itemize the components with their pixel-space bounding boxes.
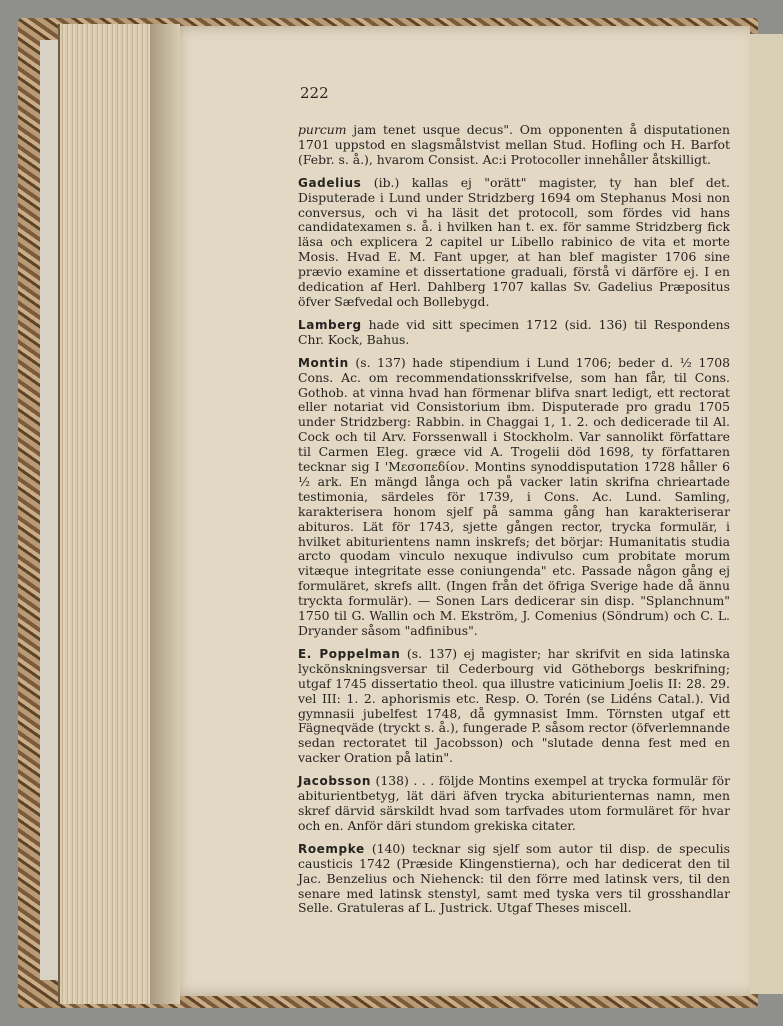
paragraph — [298, 842, 730, 917]
paragraph-lead: purcum — [298, 122, 347, 137]
page-gutter — [150, 24, 180, 1004]
paragraph-body: jam tenet usque decus". Om opponenten å disputationen 1701 uppstod en slagsmålstvist mellan Stud. Hofling och H. Barfot (Febr. s. å.), hvarom Consist. Ac:i Protocoller innehåller åtskilligt. — [298, 122, 730, 167]
paragraph — [298, 123, 730, 168]
paragraph-body: (138) . . . följde Montins exempel at trycka formulär för abiturientbetyg, lät däri äfven trycka abiturienternas namn, men skref därvid särskildt hvad som tarfvades utom formuläret för hvar och en. Anför däri stundom grekiska citater. — [298, 773, 730, 833]
paragraph-body: (s. 137) ej magister; har skrifvit en sida latinska lyckönskningsversar til Cederbourg vid Götheborgs beskrifning; utgaf 1745 dissertatio theol. qua illustre vaticinium Joelis II: 28. 29. vel III: 1. 2. aphorismis etc. Resp. O. Torén (se Lidéns Catal.). Vid gymnasii jubelfest 1748, då gymnasist Imm. Törnsten utgaf ett Fägneqväde (tryckt s. å.), fungerade P. såsom rector (öfverlemnande sedan rectoratet til Jacobsson) och "slutade denna fest med en vacker Oration på latin". — [298, 645, 731, 766]
paragraph — [298, 318, 730, 348]
paragraph — [298, 774, 730, 834]
paragraph-body: (ib.) kallas ej "orätt" magister, ty han blef det. Disputerade i Lund under Stridzberg 1694 om Stephanus Mosi non conversus, och vi ha läsit det protocoll, som fördes vid hans candidatexamen s. å. i hvilken han t. ex. för samme Stridzberg fick läsa och explicera 2 capitel ur Libello rabinico de vita et morte Mosis. Hvad E. M. Fant upger, at han blef magister 1706 sine prævio examine et dissertatione graduali, förstå vi därföre ej. I en dedication af Herl. Dahlberg 1707 kallas Sv. Gadelius Præpositus öfver Sæfvedal och Bollebygd. — [298, 174, 730, 309]
paragraph-heading: Gadelius — [298, 175, 362, 190]
page-number: 222 — [300, 84, 329, 102]
page-text — [298, 123, 730, 924]
paragraph — [298, 176, 730, 310]
paragraph — [298, 647, 730, 766]
paragraph-heading: Roempke — [298, 841, 365, 856]
paragraph-heading: Jacobsson — [298, 774, 371, 789]
cover-inner-edge — [40, 40, 60, 980]
paragraph-body: hade vid sitt specimen 1712 (sid. 136) til Respondens Chr. Kock, Bahus. — [298, 316, 730, 347]
paragraph-heading: Montin — [298, 355, 349, 370]
paragraph — [298, 356, 730, 639]
paragraph-heading: E. Poppelman — [298, 646, 401, 661]
paragraph-heading: Lamberg — [298, 317, 362, 332]
paragraph-body: (140) tecknar sig sjelf som autor til disp. de speculis causticis 1742 (Præside Klingenstierna), och har dedicerat den til Jac. Benzelius och Niehenck: til den förre med latinsk vers, til den senare med latinsk stenstyl, samt med tyska vers til grosshandlar Selle. Gratuleras af L. Justrick. Utgaf Theses miscell. — [298, 840, 730, 916]
paragraph-body: (s. 137) hade stipendium i Lund 1706; beder d. ½ 1708 Cons. Ac. om recommendationsskrifvelse, som han får, til Cons. Gothob. at vinna hvad han förmenar blifva snart ledigt, ett rectorat eller notariat vid Consistorium ibm. Disputerade pro gradu 1705 under Stridzberg: Rabbin. in Chaggai 1, 1. 2. och dedicerade til Al. Cock och til Arv. Forssenwall i Stockholm. Var sannolikt författare til Carmen Eleg. græce vid A. Trogelii död 1698, ty författaren tecknar sig Ι 'Μεσοπεδίον. Montins synoddisputation 1728 håller 6 ½ ark. En mängd långa och på vacker latin skrifna chrieartade testimonia, särdeles för 1739, i Cons. Ac. Lund. Samling, karakterisera honom sjelf på samma gång han karakteriserar abituros. Lät för 1743, sjette gången rector, trycka formulär, i hvilket abiturientens namn inskrefs; det börjar: Humanitatis studia arcto quodam vinculo nexuque indivulso cum probitate morum vitæque integritate esse coniungenda" etc. Passade någon gång ej formuläret, skrefs allt. (Ingen från det öfriga Sverige hade då ännu tryckta formulär). — Sonen Lars dedicerar sin disp. "Splanchnum" 1750 til G. Wallin och M. Ekström, J. Comenius (Söndrum) och C. L. Dryander såsom "adfinibus". — [298, 354, 730, 638]
